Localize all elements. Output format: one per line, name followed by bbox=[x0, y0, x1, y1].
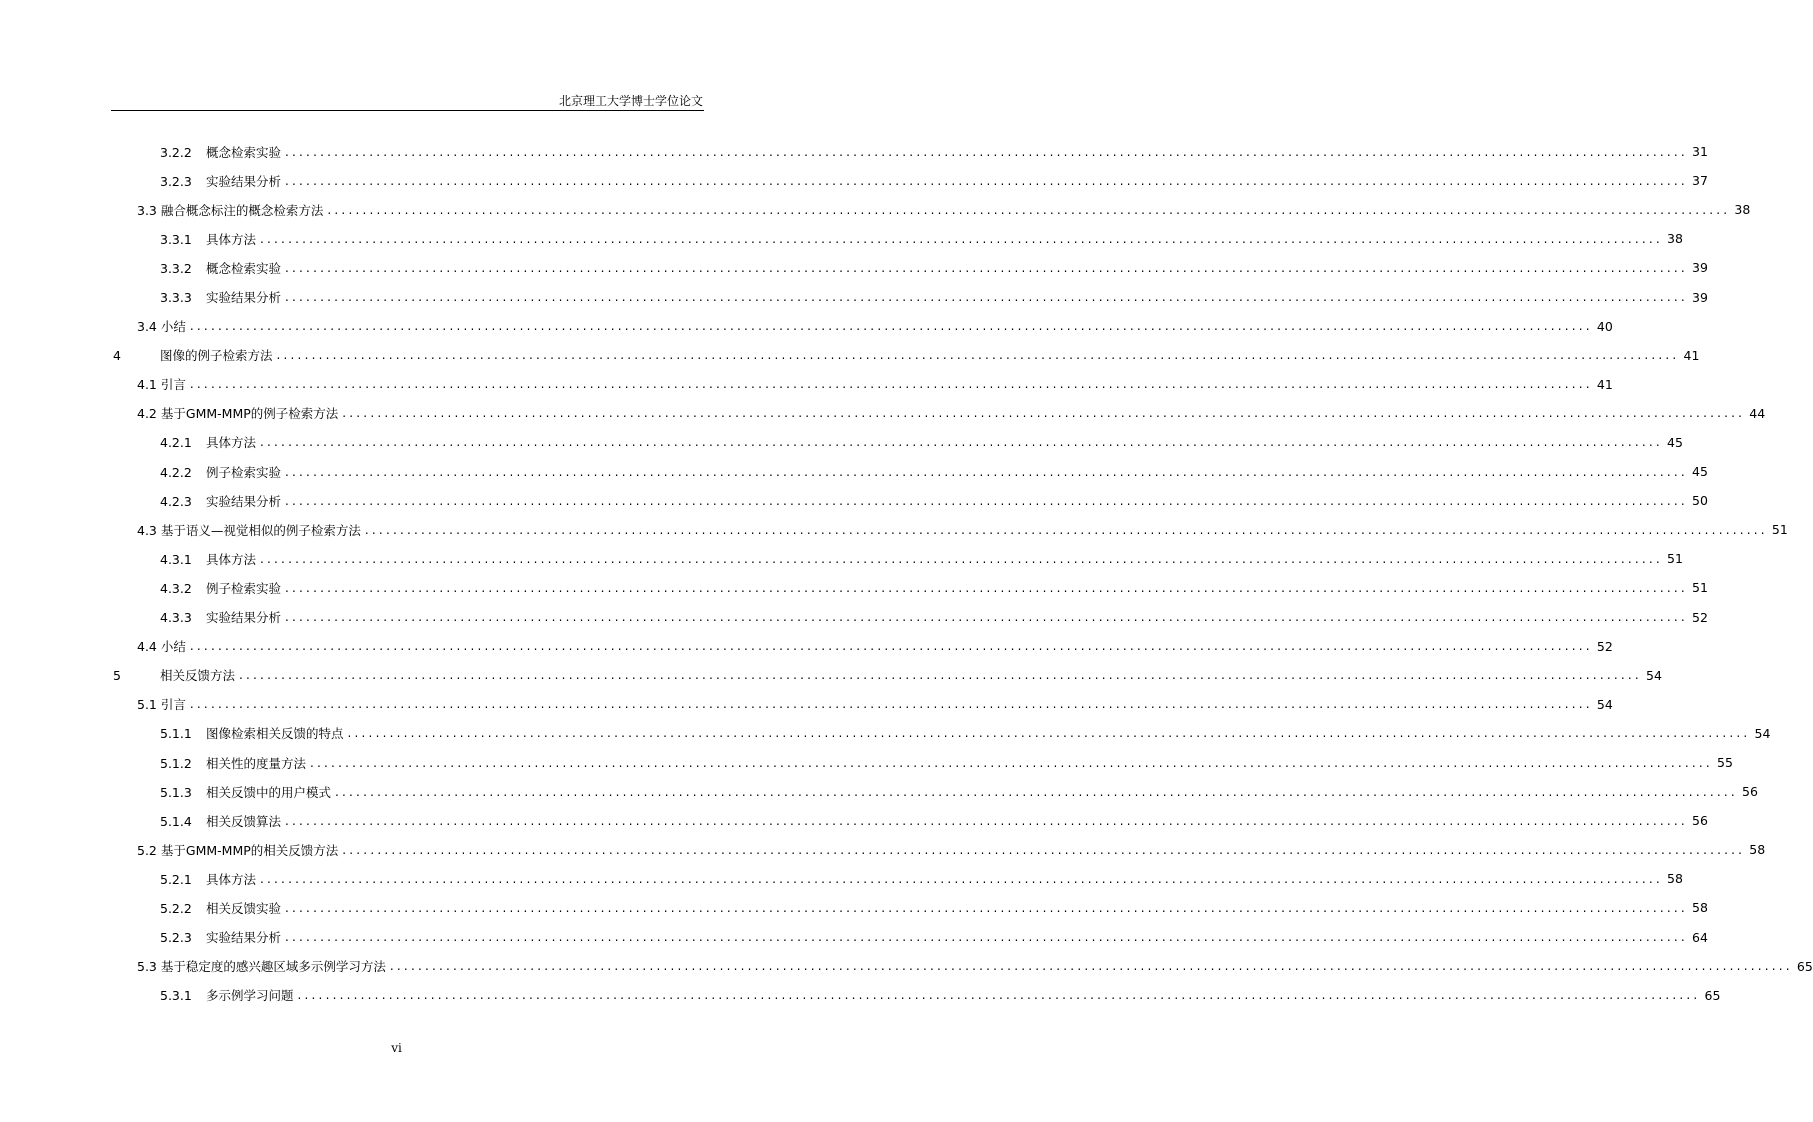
toc-entry bbox=[0, 893, 1708, 922]
toc-entry-label bbox=[160, 899, 281, 917]
toc-entry-page: 31 bbox=[1692, 144, 1708, 160]
toc-leader-dots: ........................................................................................................................................................................................................ bbox=[285, 260, 1688, 275]
toc-entry-number: 3.3.1 bbox=[160, 231, 192, 247]
toc-entry-label bbox=[160, 812, 281, 830]
toc-leader-dots: ........................................................................................................................................................................................................ bbox=[189, 697, 1593, 712]
toc-entry-page: 65 bbox=[1704, 987, 1721, 1003]
header-rule bbox=[111, 110, 704, 111]
toc-entry-number: 4.2.3 bbox=[160, 493, 192, 509]
toc-entry-title: 基于GMM-MMP的相关反馈方法 bbox=[160, 842, 339, 858]
toc-entry-title: 具体方法 bbox=[206, 231, 257, 247]
toc-entry bbox=[0, 777, 1758, 806]
toc-entry-label bbox=[113, 346, 273, 364]
toc-leader-dots: ........................................................................................................................................................................................................ bbox=[285, 173, 1688, 188]
toc-entry bbox=[0, 690, 1613, 719]
toc-entry-label bbox=[160, 870, 256, 888]
toc-entry bbox=[0, 923, 1708, 952]
toc-entry-number: 5.1.3 bbox=[160, 784, 192, 800]
toc-entry bbox=[0, 312, 1613, 341]
toc-leader-dots: ........................................................................................................................................................................................................ bbox=[260, 231, 1663, 246]
toc-entry-title: 融合概念标注的概念检索方法 bbox=[160, 202, 324, 218]
toc-leader-dots: ........................................................................................................................................................................................................ bbox=[285, 610, 1688, 625]
toc-entry bbox=[0, 515, 1788, 544]
toc-leader-dots: ........................................................................................................................................................................................................ bbox=[276, 348, 1680, 363]
toc-entry-page: 50 bbox=[1692, 493, 1708, 509]
toc-entry-number: 4.3.3 bbox=[160, 610, 192, 626]
toc-entry-label bbox=[160, 986, 294, 1004]
toc-entry-page: 40 bbox=[1596, 318, 1613, 334]
toc-entry bbox=[0, 370, 1613, 399]
toc-entry-label bbox=[160, 724, 344, 742]
toc-entry-number: 3.2.3 bbox=[160, 173, 192, 189]
toc-entry-page: 54 bbox=[1754, 725, 1771, 741]
toc-entry-label bbox=[160, 143, 281, 161]
toc-entry-label bbox=[160, 463, 281, 481]
toc-entry-page: 41 bbox=[1683, 347, 1700, 363]
toc-entry-page: 51 bbox=[1692, 580, 1708, 596]
toc-entry-title: 基于GMM-MMP的例子检索方法 bbox=[160, 406, 339, 422]
toc-leader-dots: ........................................................................................................................................................................................................ bbox=[285, 464, 1688, 479]
toc-leader-dots: ........................................................................................................................................................................................................ bbox=[335, 784, 1738, 799]
toc-entry bbox=[0, 399, 1766, 428]
toc-entry-title: 图像检索相关反馈的特点 bbox=[206, 726, 344, 742]
toc-entry bbox=[0, 661, 1662, 690]
toc-entry-number: 4.3.2 bbox=[160, 580, 192, 596]
toc-entry-page: 58 bbox=[1692, 900, 1708, 916]
toc-entry-title: 相关性的度量方法 bbox=[206, 755, 307, 771]
toc-entry-number: 3.4 bbox=[137, 319, 157, 335]
toc-entry-label bbox=[160, 172, 281, 190]
toc-entry-page: 55 bbox=[1717, 755, 1733, 771]
toc-entry-label bbox=[137, 637, 186, 655]
toc-entry-page: 37 bbox=[1692, 173, 1708, 189]
toc-entry-page: 65 bbox=[1796, 958, 1813, 974]
toc-entry bbox=[0, 486, 1708, 515]
toc-entry bbox=[0, 457, 1708, 486]
toc-leader-dots: ........................................................................................................................................................................................................ bbox=[189, 639, 1593, 654]
toc-leader-dots: ........................................................................................................................................................................................................ bbox=[189, 319, 1593, 334]
toc-entry-label bbox=[137, 201, 323, 219]
toc-entry bbox=[0, 573, 1708, 602]
toc-entry-title: 基于稳定度的感兴趣区域多示例学习方法 bbox=[160, 959, 386, 975]
toc-entry-number: 5 bbox=[113, 668, 121, 684]
toc-entry bbox=[0, 835, 1766, 864]
toc-entry bbox=[0, 282, 1708, 311]
toc-entry-page: 58 bbox=[1667, 871, 1683, 887]
table-of-contents bbox=[0, 137, 1813, 1010]
toc-entry-title: 具体方法 bbox=[206, 871, 257, 887]
toc-entry-number: 3.3.3 bbox=[160, 290, 192, 306]
toc-entry-number: 5.1.1 bbox=[160, 726, 192, 742]
toc-entry-page: 52 bbox=[1692, 609, 1708, 625]
toc-entry-label bbox=[137, 957, 386, 975]
toc-entry-number: 5.3 bbox=[137, 959, 157, 975]
toc-entry-label bbox=[160, 608, 281, 626]
toc-entry-title: 小结 bbox=[160, 639, 186, 655]
toc-leader-dots: ........................................................................................................................................................................................................ bbox=[285, 493, 1688, 508]
toc-entry-title: 相关反馈实验 bbox=[206, 900, 282, 916]
toc-entry-page: 54 bbox=[1596, 696, 1613, 712]
toc-entry-title: 具体方法 bbox=[206, 551, 257, 567]
toc-entry-title: 实验结果分析 bbox=[206, 173, 282, 189]
toc-entry-title: 具体方法 bbox=[206, 435, 257, 451]
toc-entry-number: 3.2.2 bbox=[160, 144, 192, 160]
toc-leader-dots: ........................................................................................................................................................................................................ bbox=[285, 900, 1688, 915]
toc-entry bbox=[0, 981, 1721, 1010]
toc-entry-page: 38 bbox=[1667, 231, 1683, 247]
toc-entry-number: 5.2.1 bbox=[160, 871, 192, 887]
toc-entry-title: 例子检索实验 bbox=[206, 464, 282, 480]
toc-entry-number: 4.1 bbox=[137, 377, 157, 393]
toc-leader-dots: ........................................................................................................................................................................................................ bbox=[260, 871, 1663, 886]
toc-entry-title: 相关反馈中的用户模式 bbox=[206, 784, 332, 800]
toc-entry-title: 相关反馈方法 bbox=[160, 668, 236, 684]
toc-entry-page: 39 bbox=[1692, 289, 1708, 305]
toc-entry-number: 5.1 bbox=[137, 697, 157, 713]
toc-entry bbox=[0, 224, 1683, 253]
toc-entry-title: 实验结果分析 bbox=[206, 290, 282, 306]
toc-leader-dots: ........................................................................................................................................................................................................ bbox=[342, 406, 1746, 421]
toc-entry-label bbox=[137, 317, 186, 335]
toc-entry-title: 实验结果分析 bbox=[206, 493, 282, 509]
toc-entry bbox=[0, 137, 1708, 166]
toc-entry-title: 引言 bbox=[160, 697, 186, 713]
toc-entry-label bbox=[137, 404, 338, 422]
toc-entry-label bbox=[160, 579, 281, 597]
running-header-title: 北京理工大学博士学位论文 bbox=[558, 94, 703, 108]
toc-entry bbox=[0, 719, 1771, 748]
toc-leader-dots: ........................................................................................................................................................................................................ bbox=[347, 726, 1751, 741]
toc-leader-dots: ........................................................................................................................................................................................................ bbox=[285, 813, 1688, 828]
toc-leader-dots: ........................................................................................................................................................................................................ bbox=[342, 842, 1746, 857]
toc-entry bbox=[0, 632, 1613, 661]
toc-entry bbox=[0, 806, 1708, 835]
toc-entry bbox=[0, 603, 1708, 632]
toc-entry-title: 基于语义—视觉相似的例子检索方法 bbox=[160, 522, 361, 538]
toc-entry-label bbox=[113, 666, 235, 684]
toc-leader-dots: ........................................................................................................................................................................................................ bbox=[389, 959, 1793, 974]
toc-entry bbox=[0, 952, 1813, 981]
page-number: vi bbox=[391, 1041, 402, 1055]
toc-entry-label bbox=[160, 230, 256, 248]
toc-entry-number: 4.2.1 bbox=[160, 435, 192, 451]
toc-entry-label bbox=[137, 841, 338, 859]
toc-entry-number: 5.2 bbox=[137, 842, 157, 858]
toc-entry-number: 4.2 bbox=[137, 406, 157, 422]
toc-entry-title: 概念检索实验 bbox=[206, 144, 282, 160]
toc-entry-title: 相关反馈算法 bbox=[206, 813, 282, 829]
toc-leader-dots: ........................................................................................................................................................................................................ bbox=[260, 435, 1663, 450]
toc-leader-dots: ........................................................................................................................................................................................................ bbox=[364, 522, 1768, 537]
toc-entry-label bbox=[137, 521, 361, 539]
toc-entry-number: 5.2.2 bbox=[160, 900, 192, 916]
toc-entry bbox=[0, 544, 1683, 573]
toc-entry-number: 4.3 bbox=[137, 522, 157, 538]
toc-leader-dots: ........................................................................................................................................................................................................ bbox=[260, 551, 1663, 566]
toc-entry-title: 图像的例子检索方法 bbox=[160, 348, 273, 364]
toc-entry bbox=[0, 253, 1708, 282]
toc-entry bbox=[0, 428, 1683, 457]
toc-entry-page: 56 bbox=[1742, 784, 1758, 800]
toc-entry-title: 实验结果分析 bbox=[206, 930, 282, 946]
toc-entry-number: 4 bbox=[113, 348, 121, 364]
toc-entry-page: 58 bbox=[1749, 842, 1766, 858]
toc-entry-page: 54 bbox=[1646, 667, 1662, 683]
toc-entry-page: 51 bbox=[1667, 551, 1683, 567]
toc-entry-page: 51 bbox=[1771, 522, 1788, 538]
toc-entry-page: 52 bbox=[1596, 638, 1613, 654]
toc-entry-number: 5.2.3 bbox=[160, 930, 192, 946]
toc-entry-label bbox=[160, 492, 281, 510]
toc-entry-page: 56 bbox=[1692, 813, 1708, 829]
toc-entry-title: 例子检索实验 bbox=[206, 580, 282, 596]
toc-entry-number: 4.2.2 bbox=[160, 464, 192, 480]
toc-leader-dots: ........................................................................................................................................................................................................ bbox=[189, 377, 1593, 392]
toc-entry-number: 4.3.1 bbox=[160, 551, 192, 567]
toc-entry bbox=[0, 748, 1733, 777]
toc-entry-title: 多示例学习问题 bbox=[206, 988, 294, 1004]
toc-entry-title: 引言 bbox=[160, 377, 186, 393]
toc-entry-page: 45 bbox=[1692, 464, 1708, 480]
toc-entry-number: 5.1.2 bbox=[160, 755, 192, 771]
toc-entry bbox=[0, 195, 1751, 224]
toc-entry-label bbox=[160, 928, 281, 946]
toc-entry-label bbox=[160, 550, 256, 568]
toc-entry-number: 4.4 bbox=[137, 639, 157, 655]
toc-entry bbox=[0, 166, 1708, 195]
toc-leader-dots: ........................................................................................................................................................................................................ bbox=[310, 755, 1713, 770]
toc-entry bbox=[0, 864, 1683, 893]
toc-entry-page: 45 bbox=[1667, 434, 1683, 450]
toc-entry bbox=[0, 341, 1700, 370]
toc-entry-page: 64 bbox=[1692, 929, 1708, 945]
toc-entry-page: 44 bbox=[1749, 405, 1766, 421]
toc-entry-number: 5.3.1 bbox=[160, 988, 192, 1004]
toc-entry-label bbox=[160, 754, 306, 772]
toc-entry-label bbox=[160, 783, 331, 801]
toc-entry-page: 41 bbox=[1596, 376, 1613, 392]
toc-entry-title: 实验结果分析 bbox=[206, 610, 282, 626]
toc-entry-page: 39 bbox=[1692, 260, 1708, 276]
toc-entry-number: 5.1.4 bbox=[160, 813, 192, 829]
toc-entry-label bbox=[160, 288, 281, 306]
toc-entry-label bbox=[160, 433, 256, 451]
toc-entry-label bbox=[160, 259, 281, 277]
toc-entry-page: 38 bbox=[1734, 202, 1751, 218]
toc-leader-dots: ........................................................................................................................................................................................................ bbox=[297, 988, 1701, 1003]
toc-leader-dots: ........................................................................................................................................................................................................ bbox=[285, 930, 1688, 945]
toc-leader-dots: ........................................................................................................................................................................................................ bbox=[285, 144, 1688, 159]
toc-leader-dots: ........................................................................................................................................................................................................ bbox=[285, 290, 1688, 305]
toc-entry-title: 概念检索实验 bbox=[206, 260, 282, 276]
toc-leader-dots: ........................................................................................................................................................................................................ bbox=[239, 668, 1642, 683]
toc-entry-label bbox=[137, 695, 186, 713]
toc-entry-label bbox=[137, 375, 186, 393]
toc-entry-number: 3.3.2 bbox=[160, 260, 192, 276]
toc-entry-number: 3.3 bbox=[137, 202, 157, 218]
toc-entry-title: 小结 bbox=[160, 319, 186, 335]
toc-leader-dots: ........................................................................................................................................................................................................ bbox=[327, 202, 1731, 217]
toc-leader-dots: ........................................................................................................................................................................................................ bbox=[285, 580, 1688, 595]
